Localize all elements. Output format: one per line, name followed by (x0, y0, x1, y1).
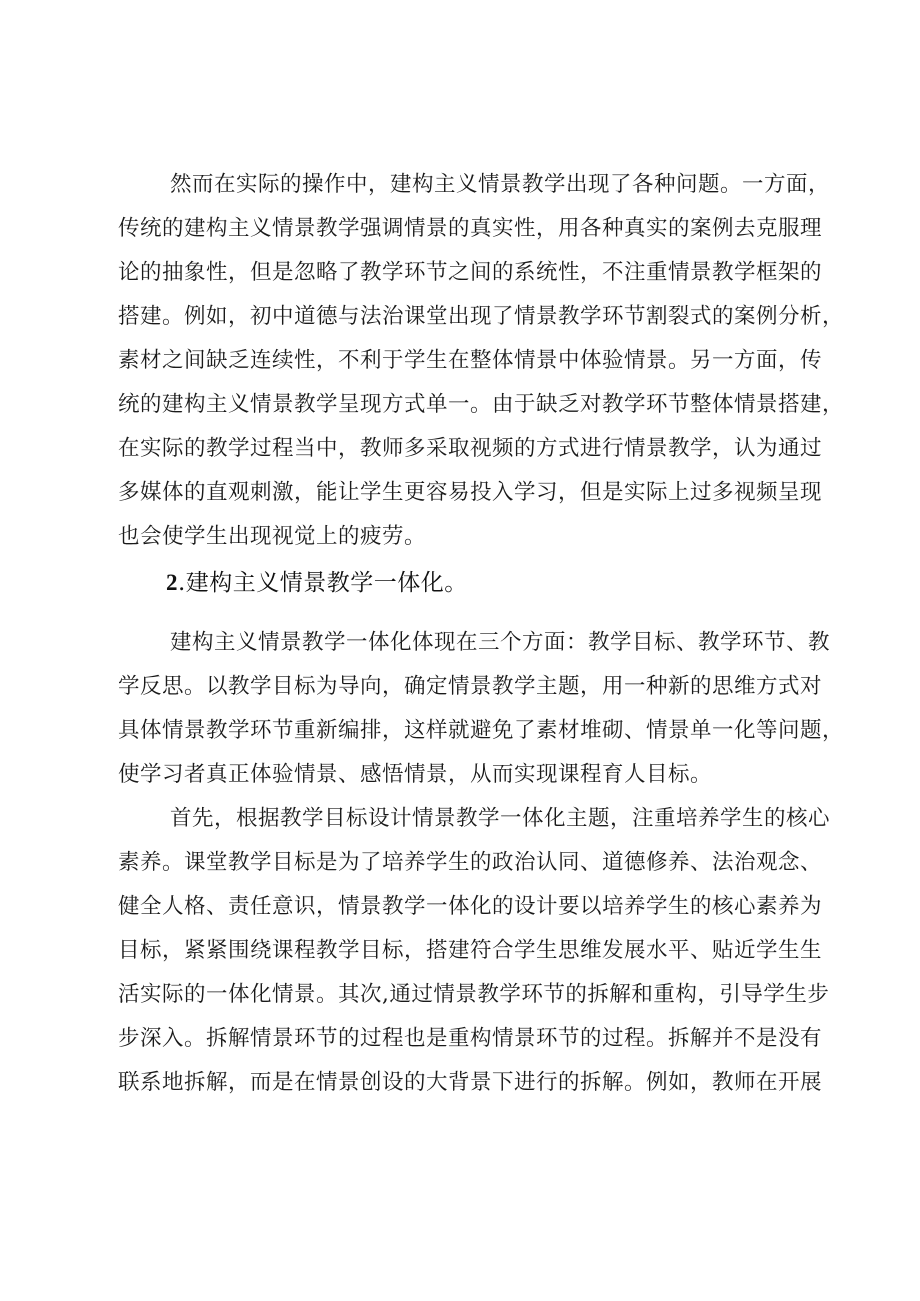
paragraph-line: 使学习者真正体验情景、感悟情景，从而实现课程育人目标。 (118, 762, 713, 787)
section-heading (166, 566, 468, 600)
paragraph-line: 多媒体的直观刺激，能让学生更容易投入学习，但是实际上过多视频呈现 (118, 480, 823, 505)
paragraph-line: 传统的建构主义情景教学强调情景的真实性，用各种真实的案例去克服理 (118, 216, 823, 241)
paragraph-line: 建构主义情景教学一体化体现在三个方面：教学目标、教学环节、教 (170, 630, 831, 655)
paragraph-line: 活实际的一体化情景。其次,通过情景教学环节的拆解和重构，引导学生步 (118, 982, 830, 1007)
paragraph-line: 联系地拆解，而是在情景创设的大背景下进行的拆解。例如，教师在开展 (118, 1070, 823, 1095)
paragraph-line: 在实际的教学过程当中，教师多采取视频的方式进行情景教学，认为通过 (118, 436, 823, 461)
section-number: 2 (166, 570, 178, 595)
paragraph-line: 搭建。例如，初中道德与法治课堂出现了情景教学环节割裂式的案例分析， (118, 304, 845, 329)
paragraph-line: 首先，根据教学目标设计情景教学一体化主题，注重培养学生的核心 (170, 806, 831, 831)
paragraph-line: 学反思。以教学目标为导向，确定情景教学主题，用一种新的思维方式对 (118, 674, 823, 699)
paragraph-line: 素材之间缺乏连续性，不利于学生在整体情景中体验情景。另一方面，传 (118, 348, 823, 373)
paragraph-line: 统的建构主义情景教学呈现方式单一。由于缺乏对教学环节整体情景搭建， (118, 392, 845, 417)
paragraph-line: 论的抽象性，但是忽略了教学环节之间的系统性，不注重情景教学框架的 (118, 260, 823, 285)
paragraph-line: 目标，紧紧围绕课程教学目标，搭建符合学生思维发展水平、贴近学生生 (118, 938, 823, 963)
paragraph-line: 也会使学生出现视觉上的疲劳。 (118, 524, 427, 549)
paragraph-line: 然而在实际的操作中，建构主义情景教学出现了各种问题。一方面， (170, 172, 831, 197)
paragraph-line: 健全人格、责任意识，情景教学一体化的设计要以培养学生的核心素养为 (118, 894, 823, 919)
section-title: .建构主义情景教学一体化。 (178, 570, 468, 596)
paragraph-line: 步深入。拆解情景环节的过程也是重构情景环节的过程。拆解并不是没有 (118, 1026, 823, 1051)
paragraph-line: 素养。课堂教学目标是为了培养学生的政治认同、道德修养、法治观念、 (118, 850, 823, 875)
paragraph-line: 具体情景教学环节重新编排，这样就避免了素材堆砌、情景单一化等问题， (118, 718, 845, 743)
